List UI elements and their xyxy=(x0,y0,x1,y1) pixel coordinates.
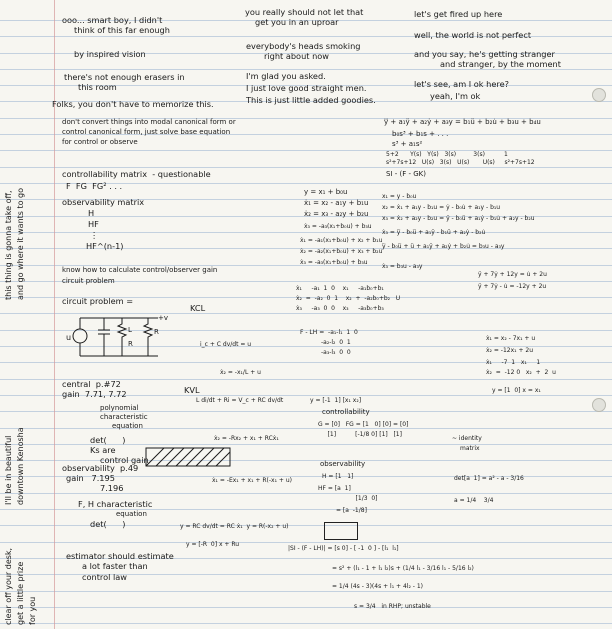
equation: x₁ = y - b₀u xyxy=(382,193,417,200)
note: Ks are xyxy=(90,445,116,455)
equation: ÿ + 7ẏ - u̇ = -12y + 2u xyxy=(478,283,547,290)
equation: s³ + a₁s² xyxy=(392,140,423,148)
ruled-line xyxy=(0,150,612,151)
matrix-row: F - LH = -a₁-l₁ 1 0 xyxy=(300,329,358,336)
svg-text:R: R xyxy=(154,328,159,336)
equation: ẋ₂ = x₃ - a₂y + b₂u xyxy=(304,210,369,218)
note: gain 7.195 xyxy=(66,473,115,483)
label: KVL xyxy=(184,385,200,395)
note: don't convert things into modal canonical form or xyxy=(62,118,236,126)
note: characteristic xyxy=(100,413,148,421)
matrix-row: -a₂-l₂ 0 1 xyxy=(300,339,351,346)
note: HF xyxy=(88,219,99,229)
equation: s = 3/4 in RHP; unstable xyxy=(354,603,431,610)
equation: = s² + (l₁ - 1 + l₁ l₂)s + (1/4 l₁ - 3/16 l₁ - 5/16 l₂) xyxy=(332,565,474,572)
ruled-line xyxy=(0,493,612,494)
note: equation xyxy=(112,422,143,430)
equation: y = [1 0] x = x₁ xyxy=(492,387,541,394)
ruled-line xyxy=(0,607,612,608)
note: det( ) xyxy=(90,519,126,529)
quote: everybody's heads smoking xyxy=(246,41,361,51)
equation: SI - (F - GK) xyxy=(386,170,426,178)
matrix-row: HF = [a 1] xyxy=(318,485,351,492)
quote: you really should not let that xyxy=(245,7,364,17)
note: central p.#72 xyxy=(62,379,121,389)
ruled-line xyxy=(0,509,612,510)
note: control canonical form, just solve base equation xyxy=(62,128,231,136)
quote: and stranger, by the moment xyxy=(440,59,561,69)
matrix-row: [1/3 0] xyxy=(346,495,378,502)
equation: ẋ₁ = x₂ - a₁y + b₁u xyxy=(304,199,369,207)
equation: y = [-R 0] x + Ru xyxy=(186,541,240,548)
note: control law xyxy=(82,572,127,582)
label: observability xyxy=(320,460,366,468)
quote: This is just little added goodies. xyxy=(246,95,376,105)
margin-note: downtown Kenosha xyxy=(16,427,25,505)
note: for control or observe xyxy=(62,138,138,146)
note: observability p.49 xyxy=(62,463,139,473)
matrix-row: H = [1 1] xyxy=(322,473,354,480)
quote: I just love good straight men. xyxy=(246,83,367,93)
equation: L di/dt + Ri = V_c + RC dv/dt xyxy=(196,397,284,404)
equation: y = [-1 1] [x₁ x₂] xyxy=(310,397,362,404)
quote: well, the world is not perfect xyxy=(414,30,532,40)
quote: right about now xyxy=(264,51,329,61)
ruled-line xyxy=(0,542,612,543)
equation: ẋ₁ = x₂ - 7x₁ + u xyxy=(486,335,536,342)
matrix-row: ẋ₁ -7 1 x₁ 1 xyxy=(486,359,541,366)
equation: y = RC dv/dt = RC ẋ₁ y = R(-x₂ + u) xyxy=(180,523,289,530)
equation: x₂ = ẋ₁ + a₁y - b₁u = ẏ - b₀u̇ + a₁y - b₁u xyxy=(382,204,501,211)
equation: ẋ₃ = y⃛ - b₀u⃛ + a₁ÿ - b₁ü + a₂ẏ - b₂u̇ xyxy=(382,229,486,236)
quote: this room xyxy=(78,82,117,92)
note: polynomial xyxy=(100,404,139,412)
ruled-line xyxy=(0,411,612,412)
note: ⋮ xyxy=(90,230,99,240)
svg-text:+v: +v xyxy=(158,314,169,322)
equation: ẋ₂ = -12x₁ + 2u xyxy=(486,347,534,354)
note: matrix xyxy=(460,445,480,452)
note: circuit problem xyxy=(62,277,115,285)
quote: let's see, am I ok here? xyxy=(414,79,509,89)
equation: y⃛ + a₁ÿ + a₂ẏ + a₃y = b₁ü + b₂u̇ + b₃u + b₄u xyxy=(384,118,541,126)
matrix-row: ẋ₁ -a₁ 1 0 x₁ -a₁b₀+b₁ xyxy=(296,285,384,292)
quote: think of this far enough xyxy=(74,25,170,35)
equation: det[a 1] = a² - a - 3/16 xyxy=(454,475,524,482)
equation: s²+7s+12 U(s) 3(s) U(s) U(s) s²+7s+12 xyxy=(386,159,535,166)
matrix-row: = [a -1/8] xyxy=(336,507,367,514)
note: estimator should estimate xyxy=(66,551,174,561)
note: controllability matrix - questionable xyxy=(62,169,211,179)
note: HF^(n-1) xyxy=(86,241,124,251)
equation: ẋ₁ = -Ex₁ + x₁ + R(-x₁ + u) xyxy=(212,477,292,484)
note: equation xyxy=(116,510,147,518)
equation: b₀s³ + b₁s + . . . xyxy=(392,130,449,138)
note: 7.196 xyxy=(100,483,124,493)
equation: ẋ₁ = -a₁(x₁+b₀u) + x₂ + b₁u xyxy=(300,237,383,244)
matrix-row: [1] [-1/8 0] [1] [1] xyxy=(318,431,402,438)
note: a lot faster than xyxy=(82,561,148,571)
equation: ÿ + 7ẏ + 12y = u̇ + 2u xyxy=(478,271,547,278)
equation: ẋ₃ = b₃u - a₃y xyxy=(382,263,423,270)
equation: ẋ₃ = -a₃(x₁+b₀u) + b₃u xyxy=(300,259,368,266)
quote: Folks, you don't have to memorize this. xyxy=(52,99,214,109)
equation: = 1/4 (4s - 3)(4s + l₁ + 4l₂ - 1) xyxy=(332,583,423,590)
margin-line xyxy=(54,0,55,629)
ruled-line xyxy=(0,591,612,592)
note: observability matrix xyxy=(62,197,145,207)
margin-note: and go where it wants to go xyxy=(16,187,25,300)
matrix-row: G = [0] FG = [1 0] [0] = [0] xyxy=(318,421,409,428)
equation: y = x₁ + b₀u xyxy=(304,188,348,196)
margin-note: clear off your desk, xyxy=(4,547,13,625)
quote: get you in an uproar xyxy=(255,17,339,27)
note: H xyxy=(88,208,95,218)
svg-text:R: R xyxy=(128,340,133,348)
note: F FG FG² . . . xyxy=(66,181,123,191)
equation: |SI - (F - LH)| = [s 0] - [ -1 0 ] - [l₁ l₁] xyxy=(288,545,399,552)
equation: ẋ₂ = -a₂(x₁+b₀u) + x₃ + b₂u xyxy=(300,248,383,255)
label: controllability xyxy=(322,408,370,416)
scribble xyxy=(144,446,234,470)
note: circuit problem = xyxy=(62,296,134,306)
ruled-line xyxy=(0,167,612,168)
equation: ẋ₂ = -x₁/L + u xyxy=(220,369,261,376)
quote: ooo... smart boy, I didn't xyxy=(62,15,163,25)
binder-hole xyxy=(592,88,606,102)
note: control gain xyxy=(100,455,149,465)
svg-text:L: L xyxy=(128,326,132,334)
svg-text:u: u xyxy=(66,333,72,342)
binder-hole xyxy=(592,398,606,412)
equation: 5+2 Y(s) Y(s) 3(s) 3(s) 1 xyxy=(386,151,508,158)
margin-note: for you xyxy=(28,596,37,625)
matrix-row: ẋ₂ = -12 0 x₂ + 2 u xyxy=(486,369,556,376)
note: det( ) xyxy=(90,435,126,445)
equation: ẋ₃ = -a₃(x₁+b₀u) + b₃u xyxy=(304,223,372,230)
equation: y⃛ - b₀u⃛ + ü + a₁ÿ + a₂ẏ + b₂u̇ = b₃u - a₃y xyxy=(382,243,505,250)
circuit-diagram xyxy=(62,310,182,368)
quote: let's get fired up here xyxy=(414,9,503,19)
matrix-row: ẋ₃ -a₃ 0 0 x₃ -a₃b₀+b₃ xyxy=(296,305,384,312)
boxed-matrix xyxy=(324,522,358,540)
quote: I'm glad you asked. xyxy=(246,71,326,81)
quote: there's not enough erasers in xyxy=(64,72,185,82)
ruled-line xyxy=(0,428,612,429)
equation: i_c + C dv/dt = u xyxy=(200,341,252,348)
quote: by inspired vision xyxy=(74,49,146,59)
note: F, H characteristic xyxy=(78,499,153,509)
note: know how to calculate control/observer gain xyxy=(62,266,218,274)
margin-note: this thing is gonna take off, xyxy=(4,190,13,300)
equation: x₃ = ẋ₂ + a₂y - b₂u = ÿ - b₀ü + a₁ẏ - b₁u̇ + a₂y - b₂u xyxy=(382,215,535,222)
note: ~ identity xyxy=(452,435,482,442)
quote: yeah, I'm ok xyxy=(430,91,481,101)
matrix-row: -a₃-l₃ 0 0 xyxy=(300,349,351,356)
matrix-row: ẋ₂ = -a₂ 0 1 x₂ + -a₂b₀+b₂ U xyxy=(296,295,401,302)
margin-note: I'll be in beautiful xyxy=(4,435,13,505)
quote: and you say, he's getting stranger xyxy=(414,49,555,59)
label: KCL xyxy=(190,303,206,313)
equation: ẋ₂ = -Rx₂ + x₁ + RCẋ₁ xyxy=(214,435,279,442)
margin-note: get a little prize xyxy=(16,561,25,625)
note: gain 7.71, 7.72 xyxy=(62,389,127,399)
equation: a = 1/4 3/4 xyxy=(454,497,494,504)
ruled-line xyxy=(0,69,612,70)
ruled-line xyxy=(0,623,612,624)
ruled-line xyxy=(0,460,612,461)
